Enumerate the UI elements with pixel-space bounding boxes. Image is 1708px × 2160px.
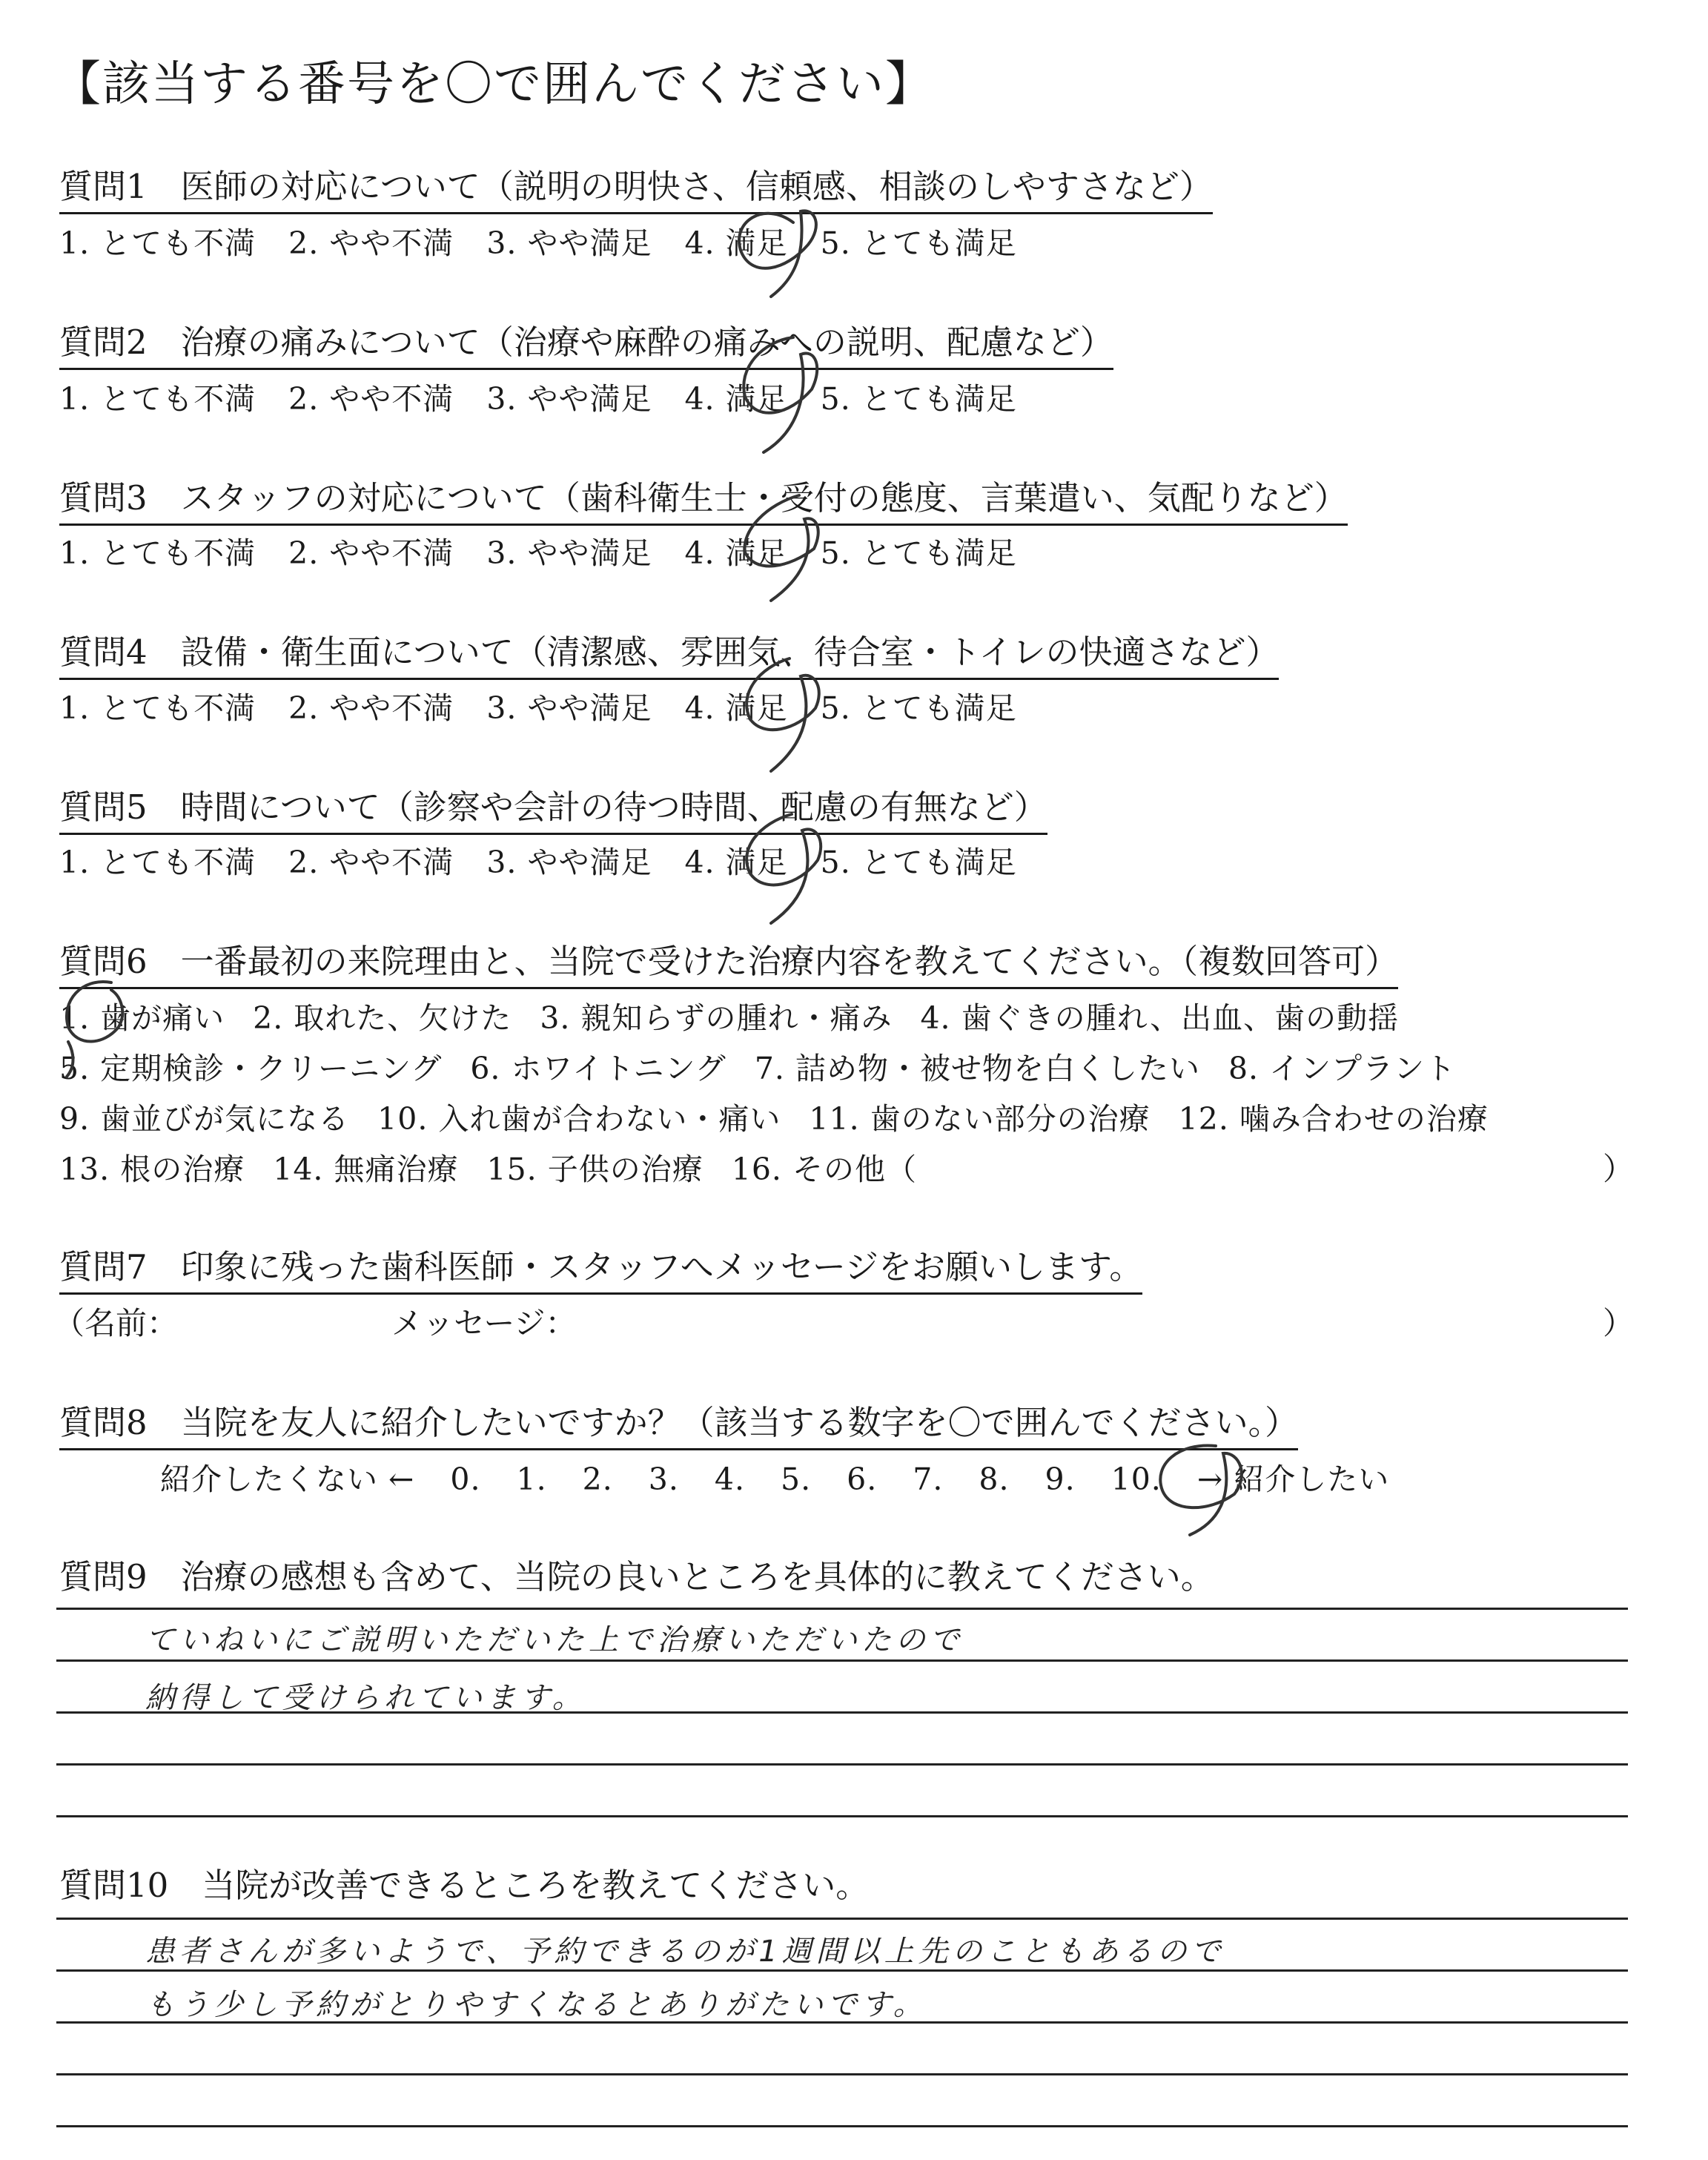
question-6-title: 質問6 一番最初の来院理由と、当院で受けた治療内容を教えてください。（複数回答可）	[59, 934, 1398, 989]
question-4-title: 質問4 設備・衛生面について（清潔感、雰囲気、待合室・トイレの快適さなど）	[59, 625, 1279, 680]
q8-option-4[interactable]: 4.	[714, 1462, 746, 1497]
q5-option-2[interactable]: 2. やや不満	[288, 845, 454, 880]
q6-option-14[interactable]: 14. 無痛治療	[273, 1152, 459, 1187]
q8-option-1[interactable]: 1.	[516, 1462, 547, 1497]
form-header: 【該当する番号を〇で囲んでください】	[53, 57, 934, 112]
q3-option-2[interactable]: 2. やや不満	[288, 535, 454, 571]
question-10-title: 質問10 当院が改善できるところを教えてください。	[59, 1866, 870, 1905]
q9-answer-line	[56, 1608, 1628, 1610]
q6-option-4[interactable]: 4. 歯ぐきの腫れ、出血、歯の動揺	[920, 1000, 1400, 1036]
q6-option-2[interactable]: 2. 取れた、欠けた	[253, 1000, 512, 1036]
q10-answer-text-1[interactable]: 患者さんが多いようで、予約できるのが1週間以上先のこともあるので	[145, 1935, 1225, 1969]
q8-scale	[160, 1455, 1389, 1499]
q9-answer-line	[56, 1659, 1628, 1662]
q6-row-2	[59, 1044, 1456, 1088]
q4-option-1[interactable]: 1. とても不満	[59, 690, 256, 726]
q6-other-close-paren: ）	[1603, 1151, 1635, 1187]
question-1-options	[59, 219, 1017, 262]
question-8-title: 質問8 当院を友人に紹介したいですか？（該当する数字を〇で囲んでください。）	[59, 1396, 1298, 1450]
q9-answer-text-1[interactable]: ていねいにご説明いただいた上で治療いただいたので	[145, 1623, 964, 1657]
q4-option-3[interactable]: 3. やや満足	[486, 690, 652, 726]
q9-answer-text-2[interactable]: 納得して受けられています。	[145, 1681, 586, 1715]
q6-row-1	[59, 994, 1399, 1037]
q5-option-4[interactable]: 4. 満足	[684, 845, 788, 880]
question-7-title: 質問7 印象に残った歯科医師・スタッフへメッセージをお願いします。	[59, 1240, 1142, 1295]
question-4-options	[59, 684, 1017, 727]
q1-option-4[interactable]: 4. 満足	[684, 225, 788, 261]
q10-answer-line	[56, 1918, 1628, 1920]
q6-option-11[interactable]: 11. 歯のない部分の治療	[809, 1101, 1151, 1137]
q6-option-5[interactable]: 5. 定期検診・クリーニング	[59, 1051, 443, 1086]
q6-option-3[interactable]: 3. 親知らずの腫れ・痛み	[540, 1000, 893, 1036]
q6-option-7[interactable]: 7. 詰め物・被せ物を白くしたい	[754, 1051, 1200, 1086]
q8-option-6[interactable]: 6.	[847, 1462, 878, 1497]
q4-option-4[interactable]: 4. 満足	[684, 690, 788, 726]
q10-answer-line	[56, 2125, 1628, 2127]
q2-option-2[interactable]: 2. やや不満	[288, 381, 454, 417]
q3-option-3[interactable]: 3. やや満足	[486, 535, 652, 571]
q7-close-paren: ）	[1603, 1305, 1635, 1341]
q6-row-3	[59, 1094, 1489, 1138]
question-1-title: 質問1 医師の対応について（説明の明快さ、信頼感、相談のしやすさなど）	[59, 159, 1213, 214]
q1-option-2[interactable]: 2. やや不満	[288, 225, 454, 261]
question-9-title: 質問9 治療の感想も含めて、当院の良いところを具体的に教えてください。	[59, 1557, 1214, 1596]
q4-option-2[interactable]: 2. やや不満	[288, 690, 454, 726]
q8-option-3[interactable]: 3.	[648, 1462, 679, 1497]
q5-option-1[interactable]: 1. とても不満	[59, 845, 256, 880]
q8-option-0[interactable]: 0.	[450, 1462, 481, 1497]
q1-option-3[interactable]: 3. やや満足	[486, 225, 652, 261]
q8-right-label: → 紹介したい	[1196, 1462, 1390, 1497]
q4-option-5[interactable]: 5. とても満足	[820, 690, 1017, 726]
q6-option-9[interactable]: 9. 歯並びが気になる	[59, 1101, 350, 1137]
q6-option-8[interactable]: 8. インプラント	[1228, 1051, 1457, 1086]
q8-option-7[interactable]: 7.	[913, 1462, 944, 1497]
q2-option-3[interactable]: 3. やや満足	[486, 381, 652, 417]
q2-option-4[interactable]: 4. 満足	[684, 381, 788, 417]
q2-option-1[interactable]: 1. とても不満	[59, 381, 256, 417]
question-5-options	[59, 838, 1017, 882]
q9-answer-line	[56, 1815, 1628, 1817]
q6-option-16[interactable]: 16. その他（	[731, 1152, 917, 1187]
question-2-title: 質問2 治療の痛みについて（治療や麻酔の痛みへの説明、配慮など）	[59, 315, 1113, 370]
q6-option-6[interactable]: 6. ホワイトニング	[470, 1051, 726, 1086]
question-5-title: 質問5 時間について（診察や会計の待つ時間、配慮の有無など）	[59, 780, 1047, 835]
q6-row-4	[59, 1145, 917, 1189]
q6-option-1[interactable]: 1. 歯が痛い	[59, 1000, 225, 1036]
q8-option-10[interactable]: 10.	[1110, 1462, 1162, 1497]
q6-option-13[interactable]: 13. 根の治療	[59, 1152, 245, 1187]
q8-left-label: 紹介したくない ←	[160, 1462, 415, 1497]
q8-option-8[interactable]: 8.	[979, 1462, 1010, 1497]
q5-option-3[interactable]: 3. やや満足	[486, 845, 652, 880]
q6-option-12[interactable]: 12. 噛み合わせの治療	[1178, 1101, 1489, 1137]
q10-answer-text-2[interactable]: もう少し予約がとりやすくなるとありがたいです。	[145, 1988, 927, 2022]
q6-option-15[interactable]: 15. 子供の治療	[486, 1152, 704, 1187]
q8-option-5[interactable]: 5.	[781, 1462, 812, 1497]
q7-message-label: メッセージ：	[391, 1305, 577, 1341]
q10-answer-line	[56, 2073, 1628, 2075]
question-3-title: 質問3 スタッフの対応について（歯科衛生士・受付の態度、言葉遣い、気配りなど）	[59, 471, 1348, 526]
q3-option-4[interactable]: 4. 満足	[684, 535, 788, 571]
q1-option-5[interactable]: 5. とても満足	[820, 225, 1017, 261]
q9-answer-line	[56, 1763, 1628, 1766]
q5-option-5[interactable]: 5. とても満足	[820, 845, 1017, 880]
q3-option-1[interactable]: 1. とても不満	[59, 535, 256, 571]
question-2-options	[59, 374, 1017, 418]
q6-option-10[interactable]: 10. 入れ歯が合わない・痛い	[377, 1101, 781, 1137]
question-3-options	[59, 529, 1017, 572]
q1-option-1[interactable]: 1. とても不満	[59, 225, 256, 261]
q7-name-label: （名前：	[53, 1305, 179, 1341]
q2-option-5[interactable]: 5. とても満足	[820, 381, 1017, 417]
q8-option-9[interactable]: 9.	[1045, 1462, 1076, 1497]
q3-option-5[interactable]: 5. とても満足	[820, 535, 1017, 571]
q8-option-2[interactable]: 2.	[582, 1462, 613, 1497]
